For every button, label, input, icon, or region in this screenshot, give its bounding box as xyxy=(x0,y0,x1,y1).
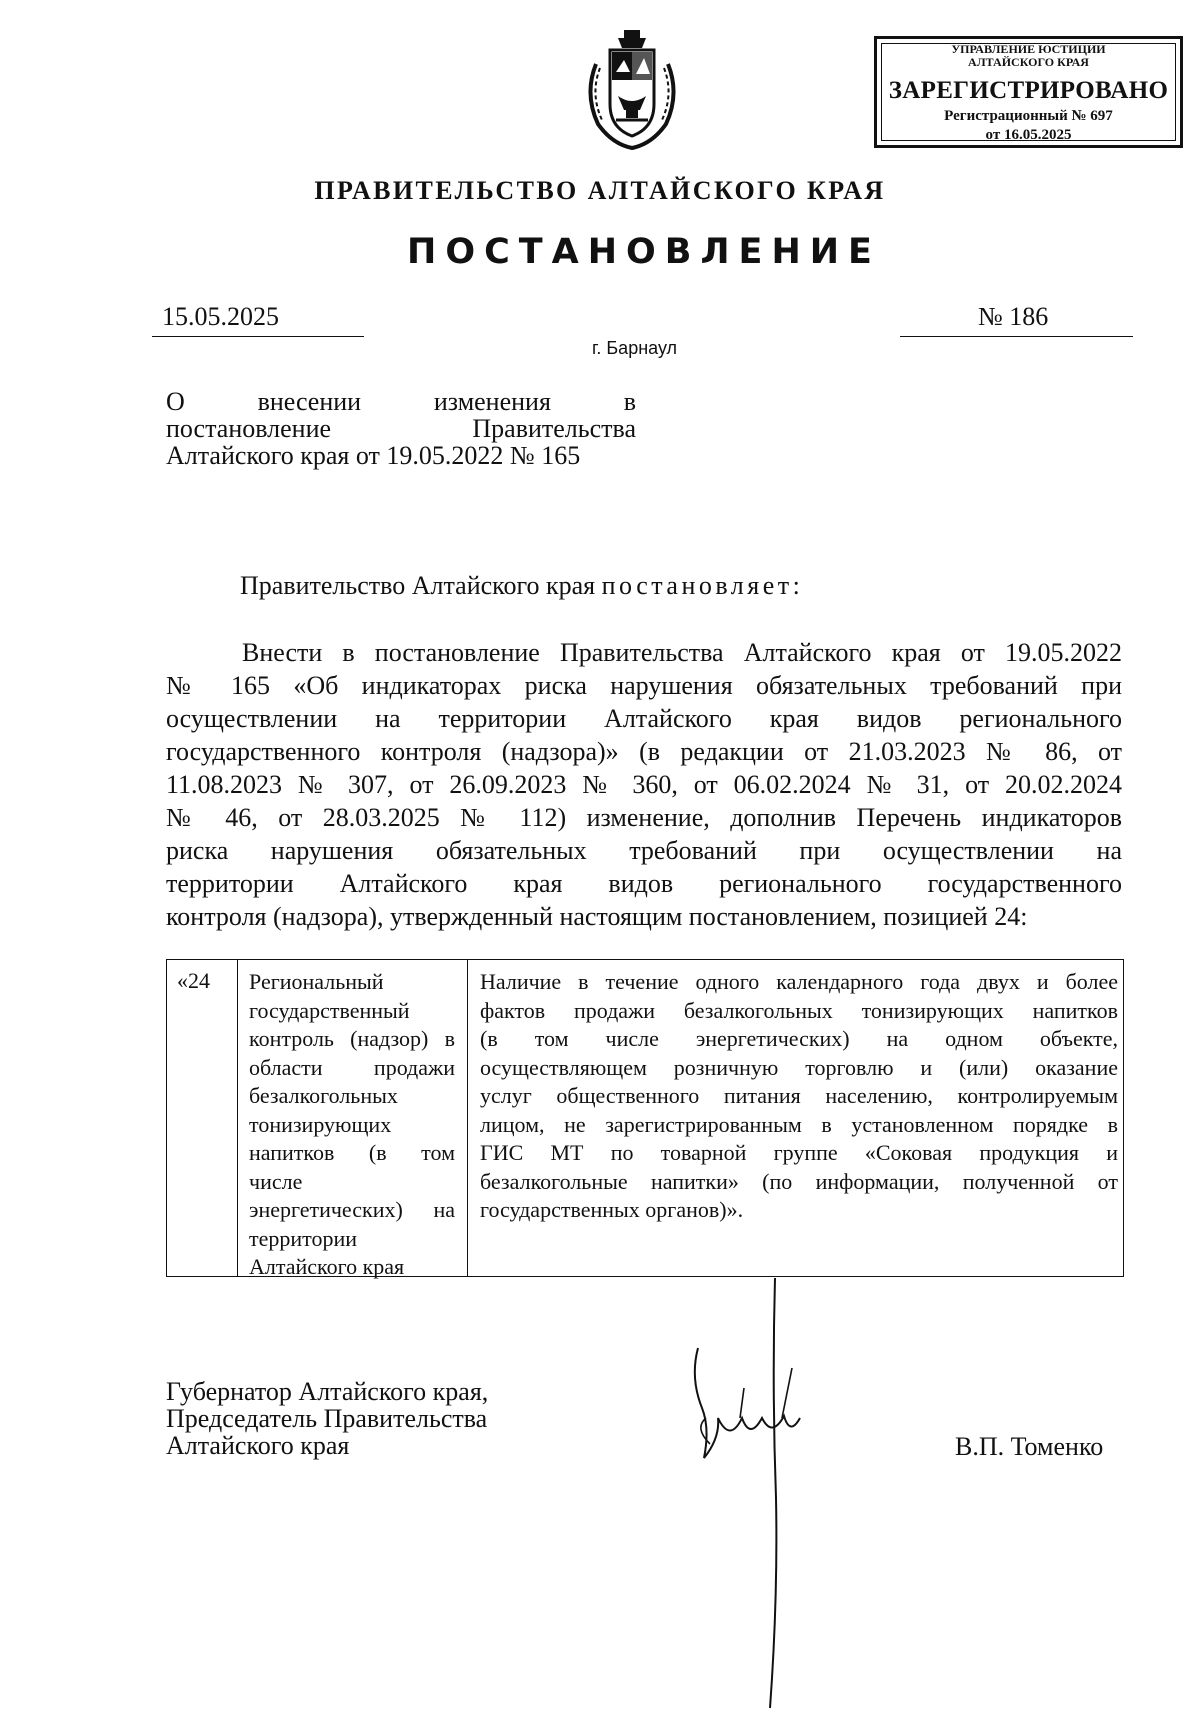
government-title: ПРАВИТЕЛЬСТВО АЛТАЙСКОГО КРАЯ xyxy=(314,176,886,205)
body-line: № 165 «Об индикаторах риска нарушения обязательных требований при xyxy=(166,671,1122,700)
document-number: № 186 xyxy=(978,302,1049,331)
control-type-line: контроль (надзор) в xyxy=(249,1026,455,1051)
indicator-line: лицом, не зарегистрированным в установленном порядке в xyxy=(480,1111,1118,1137)
body-line: территории Алтайского края видов регионального государственного xyxy=(166,869,1122,898)
stamp-reg-number: Регистрационный № 697 xyxy=(944,108,1113,124)
stamp-reg-date: от 16.05.2025 xyxy=(985,127,1072,143)
stamp-status: ЗАРЕГИСТРИРОВАНО xyxy=(888,77,1169,104)
document-date: 15.05.2025 xyxy=(162,302,279,331)
indicator-line: фактов продажи безалкогольных тонизирующих напитков xyxy=(480,997,1118,1023)
indicator-line: (в том числе энергетических) на одном объекте, xyxy=(480,1026,1118,1051)
signatory-title-line: Губернатор Алтайского края, xyxy=(166,1377,489,1406)
indicator-line: осуществляющем розничную торговлю и (или) оказание xyxy=(480,1054,1118,1080)
signatory-name: В.П. Томенко xyxy=(955,1432,1104,1461)
indicator-table xyxy=(166,959,1124,1277)
date-underline xyxy=(152,336,364,337)
body-line: государственного контроля (надзора)» (в редакции от 21.03.2023 № 86, от xyxy=(166,737,1122,766)
decree-statement: Правительство Алтайского края постановляет: xyxy=(240,571,804,600)
document-type-title: ПОСТАНОВЛЕНИЕ xyxy=(407,232,881,272)
body-line: контроля (надзора), утвержденный настоящим постановлением, позицией 24: xyxy=(166,902,1028,931)
decree-body xyxy=(166,636,1122,933)
document-subject xyxy=(166,388,636,469)
control-type-line: числе xyxy=(249,1168,303,1194)
handwritten-signature xyxy=(680,1268,830,1718)
indicator-line: услуг общественного питания населению, контролируемым xyxy=(480,1083,1118,1108)
signatory-title-line: Председатель Правительства xyxy=(166,1404,488,1433)
city-label: г. Барнаул xyxy=(592,338,678,358)
subject-line: постановление Правительства xyxy=(166,414,636,443)
table-cell-indicator xyxy=(468,960,1123,1276)
body-line: 11.08.2023 № 307, от 26.09.2023 № 360, от 06.02.2024 № 31, от 20.02.2024 xyxy=(166,770,1122,799)
indicator-line: безалкогольные напитки» (по информации, полученной от xyxy=(480,1168,1118,1194)
control-type-line: Алтайского края xyxy=(249,1254,405,1279)
control-type-line: напитков (в том xyxy=(249,1140,455,1165)
signatory-title xyxy=(166,1378,488,1459)
subject-line: О внесении изменения в xyxy=(166,387,636,416)
table-cell-number xyxy=(167,960,238,1276)
subject-line: Алтайского края от 19.05.2022 № 165 xyxy=(166,441,581,470)
control-type-line: безалкогольных xyxy=(249,1083,398,1108)
indicator-line: государственных органов)». xyxy=(480,1197,744,1222)
table-cell-control-type xyxy=(237,960,468,1279)
control-type-line: тонизирующих xyxy=(249,1111,392,1137)
body-line: Внести в постановление Правительства Алтайского края от 19.05.2022 xyxy=(242,638,1122,667)
coat-of-arms-emblem xyxy=(576,24,688,154)
body-line: осуществлении на территории Алтайского края видов регионального xyxy=(166,704,1122,733)
number-underline xyxy=(900,336,1133,337)
registration-stamp xyxy=(874,36,1183,148)
control-type-line: области продажи xyxy=(249,1054,455,1080)
control-type-line: энергетических) на xyxy=(249,1197,455,1222)
indicator-line: ГИС МТ по товарной группе «Соковая продукция и xyxy=(480,1140,1118,1165)
body-line: № 46, от 28.03.2025 № 112) изменение, дополнив Перечень индикаторов xyxy=(166,803,1122,832)
signatory-title-line: Алтайского края xyxy=(166,1431,350,1460)
control-type-line: государственный xyxy=(249,997,410,1023)
indicator-line: Наличие в течение одного календарного года двух и более xyxy=(480,969,1118,994)
position-number: «24 xyxy=(177,968,210,993)
stamp-department: УПРАВЛЕНИЕ ЮСТИЦИИ АЛТАЙСКОГО КРАЯ xyxy=(951,42,1106,69)
control-type-line: Региональный xyxy=(249,969,384,994)
control-type-line: территории xyxy=(249,1225,358,1251)
body-line: риска нарушения обязательных требований при осуществлении на xyxy=(166,836,1122,865)
